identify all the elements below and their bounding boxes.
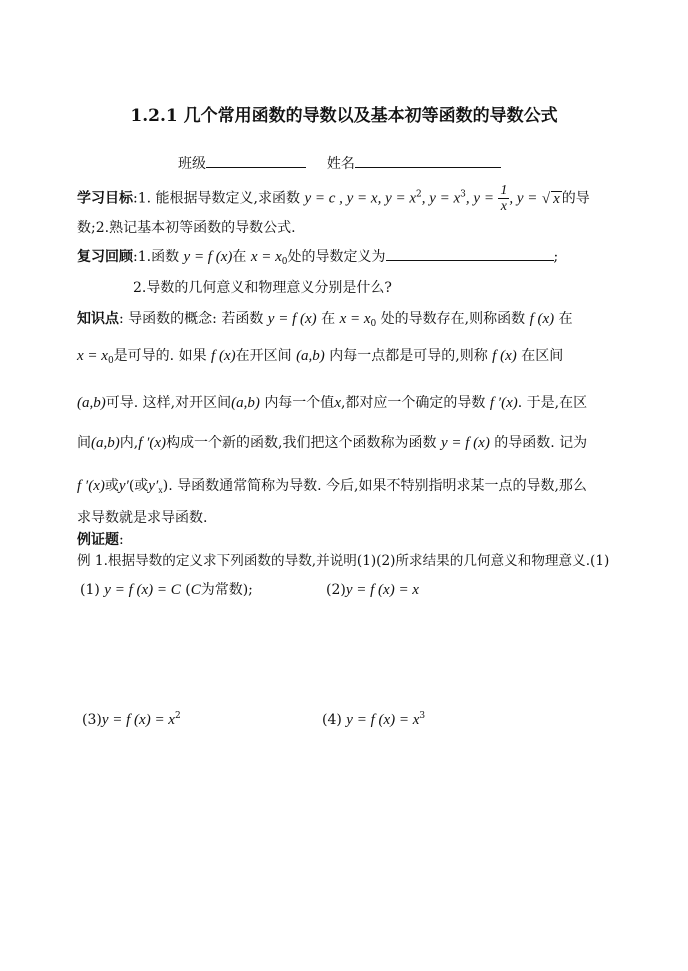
- knowledge-line-2: [77, 346, 563, 371]
- math: C: [190, 582, 201, 598]
- review-text: :1.函数: [133, 249, 180, 265]
- math: f ′(x): [77, 478, 105, 494]
- text: ). 导函数通常简称为导数. 今后,如果不特别指明求某一点的导数,那么: [162, 478, 587, 494]
- math: y′: [118, 478, 129, 494]
- math: y′: [148, 478, 159, 494]
- math: y = f (x): [440, 435, 490, 451]
- math: (a,b): [231, 395, 260, 411]
- example-1-statement: 例 1.根据导数的定义求下列函数的导数,并说明(1)(2)所求结果的几何意义和物理意义.(1): [77, 553, 610, 569]
- name-blank[interactable]: [355, 153, 501, 168]
- subscript: 0: [281, 257, 288, 267]
- text: (或: [128, 478, 149, 494]
- text: ,都对应一个确定的导数: [340, 395, 486, 411]
- exponent: 3: [419, 711, 426, 721]
- math: f (x): [211, 348, 236, 364]
- text: (3): [82, 712, 102, 728]
- text: 内每一点都是可导的,则称: [329, 348, 488, 364]
- fraction-one-over-x: [498, 183, 509, 214]
- math: y = f (x) = C: [104, 582, 181, 598]
- text: 在开区间: [235, 348, 292, 364]
- text: 处的导数存在,则称函数: [380, 311, 526, 327]
- knowledge-line-5: [77, 476, 587, 500]
- text: 可导. 这样,对开区间: [105, 395, 232, 411]
- review-line-1: [77, 246, 558, 272]
- math: (a,b): [91, 435, 120, 451]
- derivative-definition-blank[interactable]: [386, 246, 554, 261]
- review-tail: 处的导数定义为: [287, 249, 386, 265]
- math: (a,b): [296, 348, 325, 364]
- math: y = f (x) = x: [345, 582, 419, 598]
- math: f (x): [529, 311, 555, 327]
- objectives-funcs-b: , y = x: [421, 190, 461, 207]
- review-question-2: 2.导数的几何意义和物理意义分别是什么?: [133, 280, 392, 296]
- subscript: x: [158, 485, 163, 495]
- text: 内每一个值: [264, 395, 335, 411]
- math: x: [334, 395, 341, 411]
- review-label: 复习回顾: [77, 249, 133, 265]
- example-1-part-2: [326, 580, 419, 600]
- math: x = x: [77, 348, 108, 364]
- exponent: 3: [460, 189, 466, 200]
- class-blank[interactable]: [206, 153, 306, 168]
- review-end: ;: [553, 249, 559, 265]
- text: . 于是,在区: [517, 395, 588, 411]
- text: (2): [326, 582, 346, 598]
- page-title: 1.2.1 几个常用函数的导数以及基本初等函数的导数公式: [130, 106, 558, 126]
- text: :: [119, 532, 124, 548]
- review-func: y = f (x): [183, 249, 233, 265]
- name-label: 姓名: [326, 156, 355, 172]
- objectives-tail: 的导: [561, 190, 590, 207]
- objectives-text: :1. 能根据导数定义,求函数: [133, 190, 300, 207]
- text: 在区间: [521, 348, 564, 364]
- text: (4): [322, 712, 342, 728]
- frac-den: x: [500, 199, 507, 214]
- text: (1): [80, 582, 100, 598]
- math: y = f (x) = x: [346, 712, 420, 728]
- text: 的导函数. 记为: [494, 435, 588, 451]
- example-1-part-1: [80, 580, 253, 600]
- subscript: 0: [370, 319, 377, 329]
- math: (a,b): [77, 395, 106, 411]
- exponent: 2: [174, 711, 181, 721]
- frac-num: 1: [500, 183, 508, 198]
- text: 为常数);: [200, 582, 253, 598]
- math: f ′(x): [138, 435, 167, 451]
- sqrt-x: √ x: [541, 190, 560, 207]
- review-x0: x = x: [250, 249, 282, 265]
- text: 或: [104, 478, 119, 494]
- example-1-part-4: [322, 706, 425, 730]
- knowledge-line-6: 求导数就是求导函数.: [77, 510, 208, 526]
- text: 在: [321, 311, 336, 327]
- math: x = x: [339, 311, 371, 327]
- knowledge-line-3: [77, 393, 587, 413]
- math: y = f (x): [267, 311, 317, 327]
- objectives-funcs-d: , y =: [509, 190, 538, 207]
- sqrt-arg: x: [553, 190, 560, 207]
- exponent: 2: [416, 189, 422, 200]
- objectives-funcs: y = c , y = x, y = x: [304, 190, 416, 207]
- knowledge-line-1: [77, 309, 573, 334]
- math: f (x): [492, 348, 517, 364]
- math: y = f (x) = x: [101, 712, 175, 728]
- text: 内,: [119, 435, 139, 451]
- objectives-funcs-c: , y =: [465, 190, 494, 207]
- class-name-line: [178, 153, 501, 174]
- text: 构成一个新的函数,我们把这个函数称为函数: [166, 435, 437, 451]
- text: (: [185, 582, 191, 598]
- knowledge-line-4: [77, 433, 587, 453]
- examples-label: 例证题: [77, 532, 119, 548]
- objectives-line-2: 数;2.熟记基本初等函数的导数公式.: [77, 220, 296, 236]
- text: : 导函数的概念: 若函数: [119, 311, 264, 327]
- math: f ′(x): [489, 395, 518, 411]
- objectives-label: 学习目标: [77, 190, 133, 207]
- text: 间: [77, 435, 91, 451]
- text: 在: [558, 311, 573, 327]
- review-mid: 在: [232, 249, 247, 265]
- subscript: 0: [107, 356, 114, 366]
- text: 是可导的. 如果: [113, 348, 207, 364]
- example-1-part-3: [82, 706, 181, 730]
- examples-heading: [77, 530, 124, 550]
- objectives-line-1: [77, 183, 590, 214]
- class-label: 班级: [178, 156, 206, 172]
- knowledge-label: 知识点: [77, 311, 119, 327]
